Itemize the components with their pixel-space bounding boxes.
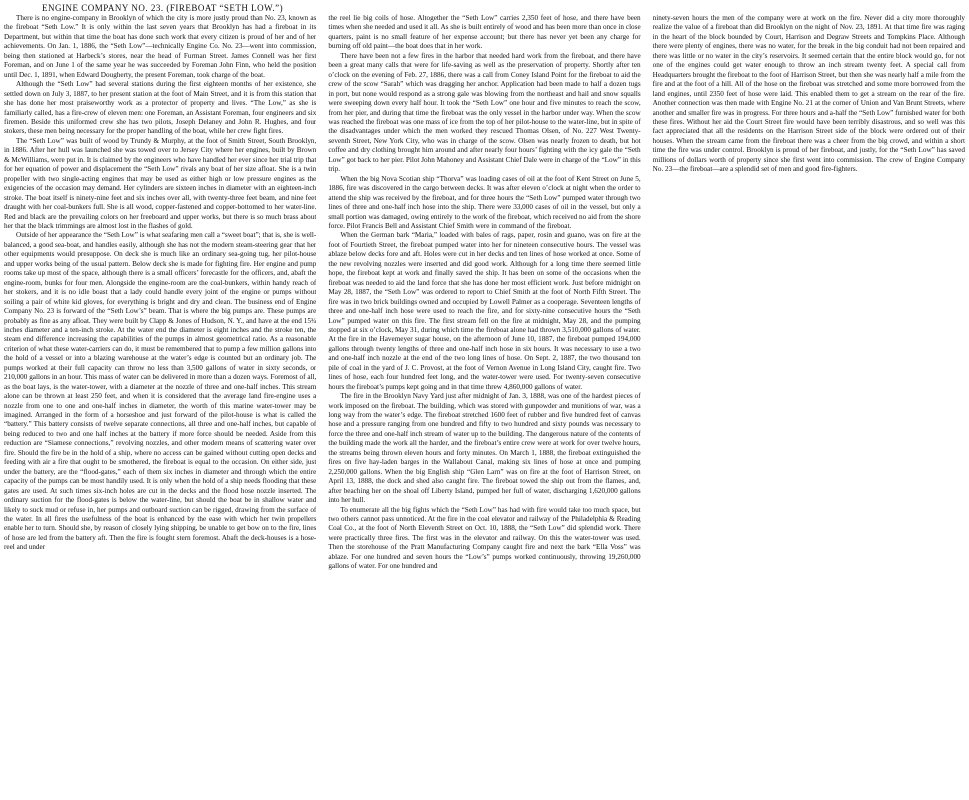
paragraph: The “Seth Low” was built of wood by Trundy & Murphy, at the foot of Smith Street, South Brooklyn, in 1886. After her hull was launched she was towed over to Jersey City where her engines, built by Brown & McWilliams, were put in. It is claimed by the engineers who have handled her ever since her trial trip that for her equation of power and displacement the “Seth Low” rivals any boat of her size afloat. She is a twin propeller with two single-acting engines that may be used as either high or low pressure engines as the exigencies of the occasion may demand. Her cylinders are sixteen inches in diameter with an eighteen-inch stroke. The boat itself is ninety-nine feet and six inches over all, with twenty-three feet beam, and nine feet draught with her coal-bunkers full. She is all wood, copper-fastened and copper-bottomed to her water-line. Red and black are the prevailing colors on her freeboard and upper works, but there is so much brass about her that the black trimmings are almost lost in the flashes of gold.	[4, 136, 317, 230]
paragraph: There is no engine-company in Brooklyn of which the city is more justly proud than No. 23, known as the fireboat “Seth Low.” It is only within the last seven years that Brooklyn has had a fireboat in its Department, but within that time the boat has done such work that every citizen is proud of her and of her achievements. On Jan. 1, 1886, the “Seth Low”—technically Engine Co. No. 23—went into commission, being then stationed at Harbeck’s stores, near the head of Furman Street. James Connell was her first Foreman, and on June 1 of the same year he was succeeded by Foreman John Finn, who held the position until Dec. 1, 1891, when Edward Dougherty, the present Foreman, took charge of the boat.	[4, 14, 317, 79]
text-columns	[4, 14, 965, 798]
paragraph: ninety-seven hours the men of the company were at work on the fire. Never did a city more thoroughly realize the value of a fireboat than did Brooklyn on the night of Nov. 23, 1891. At that time fire was raging in the heart of the block bounded by Court, Harrison and Degraw Streets and Tompkins Place. Although there were plenty of engines, there was no water, for the break in the big conduit had not been repaired and there was little or no water in the city’s reservoirs. It seemed certain that the entire block would go, for not one of the engines could get water enough to throw an inch stream twenty feet. A special call from Headquarters brought the fireboat to the foot of Harrison Street, but then she was nearly half a mile from the fire and at the foot of a hill. All of the hose on the fireboat was stretched and some more borrowed from the land engines, until 2350 feet of hose were laid. This enabled them to get a stream on the rear of the fire. Another connection was then made with Engine No. 21 at the corner of Union and Van Brunt Streets, where another and smaller fire was in progress. For three hours and a-half the “Seth Low” furnished water for both these fires. Without her aid the Court Street fire would have been terribly disastrous, and so well was this fact appreciated that all the residents on the Harrison Street side of the block were ordered out of their houses. When the stream came from the fireboat there was a cheer from the big crowd, and within a short time the fire was under control. Brooklyn is proud of her fireboat, and justly, for the “Seth Low” has saved millions of dollars worth of property since she first went into commission. The crew of Engine Company No. 23—the fireboat—are a splendid set of men and good fire-fighters.	[652, 14, 965, 174]
paragraph: When the German bark “Maria,” loaded with bales of rags, paper, rosin and guano, was on fire at the foot of Fourtieth Street, the fireboat pumped water into her for nineteen consecutive hours. The vessel was ablaze below decks fore and aft. Holes were cut in her decks and ten lines of hose worked at once. Some of the new revolving nozzles were inserted and did good work. Although for a long time there seemed little hope, the fireboat kept at work and finally saved the ship. It has been on some of the occasions when the fireboat was needed to aid the land force that she has done her most efficient work. Just before midnight on May 28, 1887, the “Seth Low” was ordered to report to Chief Smith at the foot of North Fifth Street. The fire was in two brick buildings owned and occupied by Lowell Palmer as a cooperage. Seventeen lengths of three and one-half inch hose were used to reach the fire, and for sixty-nine consecutive hours the “Seth Low” pumped water on this fire. The first stream fell on the fire at midnight, May 28, and the pumping stopped at six o’clock, May 31, during which time the fireboat alone had thrown 3,510,000 gallons of water. At the fire in the Havemeyer sugar house, on the afternoon of June 10, 1887, the fireboat pumped 194,000 gallons through twenty lengths of three and one-half inch hose in six hours. It was necessary to use a two and one-half inch nozzle at the end of the two long lines of hose. On Sept. 2, 1887, the two thousand ton pile of coal in the yard of J. C. Provost, at the foot of Vernon Avenue in Long Island City, caught fire. Two lines of hose, each four hundred feet long, and the water-tower were used. For twenty-seven consecutive hours the fireboat’s pumps kept going and in that time threw 4,860,000 gallons of water.	[328, 231, 641, 391]
paragraph: The fire in the Brooklyn Navy Yard just after midnight of Jan. 3, 1888, was one of the hardest pieces of work imposed on the fireboat. The building, which was stored with gunpowder and munitions of war, was a long way from the water’s edge. The fireboat stretched 1600 feet of rubber and five hundred feet of canvas hose and a pressure ranging from one hundred and fifty to two hundred and sixty pounds was necessary to force the three and one-half inch stream of water up to the building. The dangerous nature of the contents of the building made the work all the harder, and the fireboat’s entire crew were at work for over twelve hours, the streams being thrown eleven hours and forty minutes. On March 1, 1888, the fireboat extinguished the fires on five hay-laden barges in the Wallabout Canal, making six lines of hose at once and pumping 2,250,000 gallons. When the big English ship “Glen Larn” was on fire at the foot of Harrison Street, on April 13, 1888, the dock and shed also caught fire. The fireboat towed the ship out from the flames, and, after beaching her on the shoal off Liberty Island, pumped her full of water, discharging 1,620,000 gallons into her hull.	[328, 392, 641, 505]
paragraph: To enumerate all the big fights which the “Seth Low” has had with fire would take too much space, but two others cannot pass unnoticed. At the fire in the coal elevator and railway of the Philadelphia & Reading Coal Co., at the foot of North Eleventh Street on Oct. 10, 1888, the “Seth Low” did splendid work. There were practically three fires. The first was in the elevator and railway. On this the water-tower was used. Then the storehouse of the Pratt Manufacturing Company caught fire and next the bark “Ella Voss” was ablaze. For one hundred and seven hours the “Low’s” pumps worked continuously, throwing 19,260,000 gallons of water. For one hundred and	[328, 505, 641, 571]
paragraph: the reel lie big coils of hose. Altogether the “Seth Low” carries 2,350 feet of hose, and there have been times when she needed and used it all. As she is built entirely of wood and has been more than once in close quarters, paint is no small feature of her expense account; but there has never yet been any charge for burning off old paint—the boat does that in her work.	[328, 14, 641, 51]
running-header: ENGINE COMPANY NO. 23. (FIREBOAT “SETH LOW.”)	[42, 3, 284, 13]
column-3	[653, 14, 965, 798]
paragraph: There have been not a few fires in the harbor that needed hard work from the fireboat, and there have been a great many calls that were for life-saving as well as the preservation of property. Shortly after ten o’clock on the evening of Feb. 27, 1886, there was a call from Coney Island Point for the fireboat to aid the crew of the scow “Sarah” which was dragging her anchor. Application had been made to half a dozen tugs in port, but none would respond as a strong gale was blowing from the northeast and hail and snow squalls were sweeping down every half hour. It took the “Seth Low” one hour and five minutes to reach the scow, from her pier, and during that time the fireboat was the only vessel in the harbor under way. When the scow was reached the fireboat was one mass of ice from the top of her pilot-house to the water-line, but in spite of the disadvantages under which the men worked they rescued Thomas Olsen, of No. 227 West Twenty-seventh Street, New York City, who was in charge of the scow. Olsen was nearly frozen to death, but hot coffee and dry clothing brought him around and after nearly four hours’ fighting with the icy gale the “Seth Low” got back to her pier. Pilot John Mahoney and Assistant Chief Dale were in charge of the “Low” in this trip.	[328, 51, 641, 174]
paragraph: When the big Nova Scotian ship “Thorva” was loading cases of oil at the foot of Kent Street on June 5, 1886, fire was discovered in the cargo between decks. It was after eleven o’clock at night when the order to attend the ship was received by the fireboat, and for three hours the “Seth Low” pumped water through two lines of three and one-half inch hose into the ship. There were 33,000 cases of oil in the vessel, but only a small portion was damaged, owing entirely to the work of the fireboat, which received no aid from the shore force. Pilot Francis Bell and Assistant Chief Smith were in command of the fireboat.	[328, 174, 641, 230]
column-1	[4, 14, 316, 798]
paragraph: Although the “Seth Low” had several stations during the first eighteen months of her existence, she settled down on July 3, 1887, to her present station at the foot of Main Street, and it is from this station that she has done her most praiseworthy work as a protector of property and lives. “The Low,” as she is familiarly called, has a fire-crew of eleven men: one Foreman, an Assistant Foreman, four engineers and six firemen. Beside this uniformed crew she has two pilots, Joseph Delaney and John R. Hughes, and four stokers, these men being necessary for the proper handling of the boat, while her crew fight fires.	[4, 80, 317, 136]
column-2	[328, 14, 640, 798]
paragraph: Outside of her appearance the “Seth Low” is what seafaring men call a “sweet boat”; that is, she is well-balanced, a good sea-boat, and handles easily, although she has not the modern steam-steering gear that her other equipments would presuppose. On deck she is much like an ordinary sea-going tug, her pilot-house and upper works being of the usual pattern. Below deck she is made for fighting fire. Her engine and pump rooms take up most of the space, although there is a small officers’ forecastle for the officers, and, abaft the engine-room, bunks for four men. Alongside the engine-room are the coal-bunkers, within handy reach of her stokers, and it is no idle boast that a lady could handle every joint of the engine or pumps without soiling a pair of white kid gloves, for everything is bright and dry and clean. The business end of Engine Company No. 23 is forward of the “Seth Low’s” beam. That is where the big pumps are. These pumps are probably as fine as any afloat. They were built by Clapp & Jones of Hudson, N. Y., and have at the end 15¾ inches diameter and a ten-inch stroke. At the water end the diameter is eight inches and the stroke ten, the steam end difference increasing the capabilities of the pumps in almost geometrical ratio. As a reasonable criterion of what these water-carriers can do, it must be remembered that to pump a few million gallons into the hold of a vessel or into a blazing warehouse at the water’s edge is counted but an ordinary job. The pumps worked at their full capacity can throw no less than 3,500 gallons of water in sixty seconds, or 210,000 gallons in an hour. This mass of water can be delivered in more than a dozen ways. Foremost of all, as the boat lays, is the water-tower, with a diameter at the nozzle of three and one-half inches. This stream alone can be thrown at least 250 feet, and when it is considered that the average land fire-engine uses a nozzle from one to one and one-half inches in diameter, the worth of this marine water-tower may be imagined. Arranged in the form of a horseshoe and just forward of the pilot-house is what is called the “battery.” This battery consists of twelve separate connections, all three and one-half inches, but capable of being reduced to two and one half inches at the battery if more force should be needed. Aside from this reduction are “Siamese connections,” revolving nozzles, and other modern means of scattering water over fire. Should the fire be in the hold of a ship, where no access can be gained without cutting open decks and feeding with air a fire that ought to be smothered, the fireboat is equal to the occasion. On either side, just under the battery, are the “flood-gates,” each of them six inches in diameter and through which the entire capacity of the pumps can be most handily used. It is only when the hold of a ship needs flooding that these gates are used. At such times six-inch holes are cut in the decks and the flood hose nozzle inserted. The ordinary suction for the flood-gates is below the water-line, but should the boat be in shallow water and likely to suck mud or refuse in, her pumps and outboard suction can be rigged, drawing from the surface of the water. In all fires the usefulness of the boat is enhanced by the ease with which her twin propellers enable her to turn. Should she, by reason of closely lying shipping, be unable to get bow on to the fire, lines of hose are led from the battery aft. Then the fire is fought stern foremost. Abaft the deck-houses is a hose-reel and under	[4, 231, 317, 552]
